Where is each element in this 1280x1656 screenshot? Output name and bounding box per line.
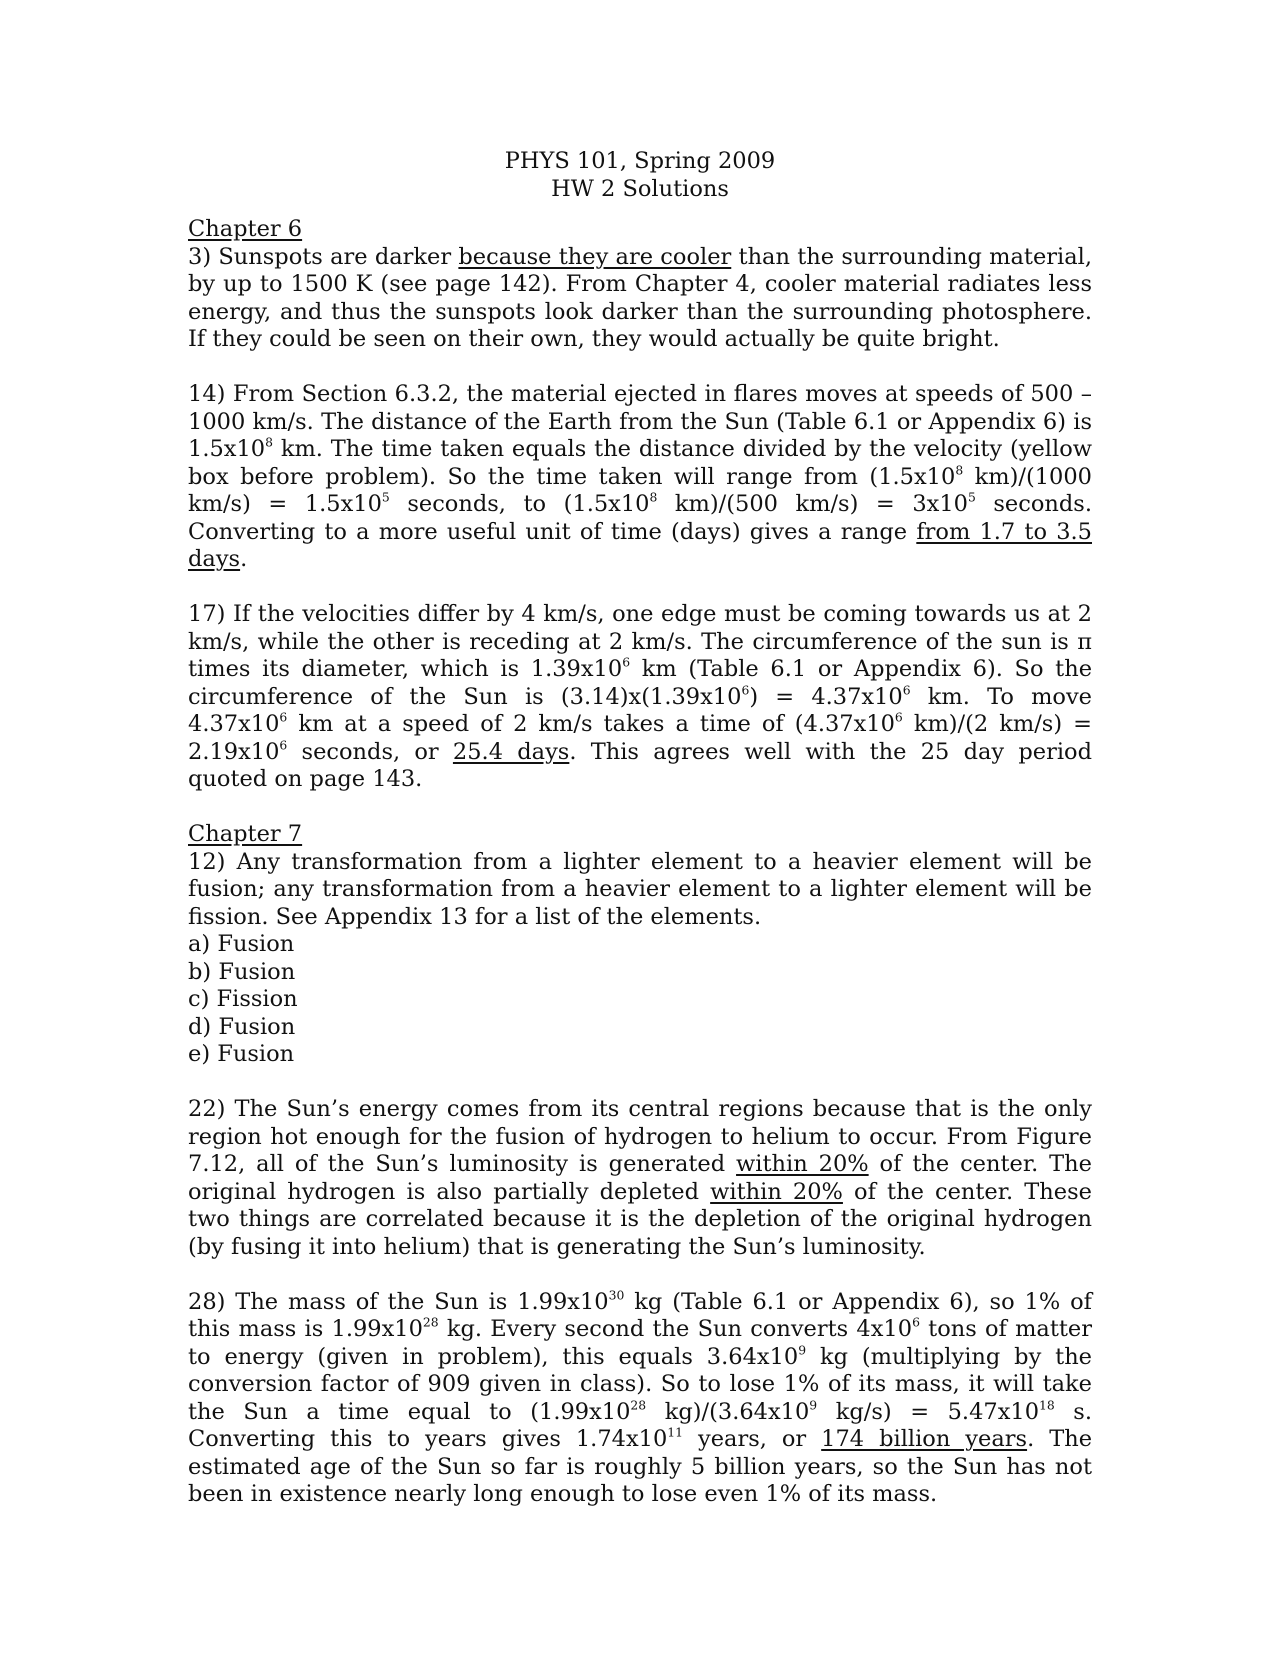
answer-3-key-phrase: because they are cooler [458, 243, 732, 270]
answer-12-item-b: b) Fusion [188, 958, 296, 985]
answer-17: 17) If the velocities differ by 4 km/s, one edge must be coming towards us at 2 km/s, while the other is receding at 2 km/s. The circumference of the sun is π times its diameter, which is $1.39x10^6$ km (Table 6.1 or Appendix 6). So the circumference of the Sun is $(3.14)x(1.39x10^6) = 4.37x10^6$ km. To move $4.37x10^6$ km at a speed of 2 km/s takes a time of ($4.37x10^6$ km)/(2 $km/s) = 2.19x10^6$ seconds, or 25.4 days. This agrees well with the 25 day period quoted on page 143. [188, 601, 1093, 792]
answer-14: 14) From Section 6.3.2, the material ejected in flares moves at speeds of 500 – 1000 km/s. The distance of the Earth from the Sun (Table 6.1 or Appendix 6) is $1.5x10^8$ km. The time taken equals the distance divided by the velocity (yellow box before problem). So the time taken will range from ($1.5x10^8$ km)/(1000 $km/s) = 1.5x10^5$ seconds, to ($1.5x10^8$ km)/(500 $km/s) = 3x10^5$ seconds. Converting to a more useful unit of time (days) gives a range from 1.7 to 3.5 days. [188, 381, 1092, 572]
course-title: PHYS 101, Spring 2009 [504, 148, 776, 174]
answer-22-key-phrase-1: within 20% [736, 1151, 869, 1177]
answer-12-item-e: e) Fusion [188, 1041, 295, 1067]
answer-22-key-phrase-2: within 20% [710, 1178, 843, 1205]
answer-12-item-c: c) Fission [188, 986, 298, 1012]
answer-14-result: from 1.7 to 3.5 days [188, 518, 1092, 572]
document-title: HW 2 Solutions [551, 175, 729, 202]
document-page [188, 148, 1092, 1509]
answer-12-item-a: a) Fusion [188, 931, 295, 957]
answer-17-result: 25.4 days [452, 738, 570, 765]
answer-12-item-d: d) Fusion [188, 1013, 296, 1040]
document-header [188, 148, 1092, 203]
answer-28-result: 174 billion years [821, 1426, 1028, 1452]
chapter-7-heading: Chapter 7 [188, 821, 303, 847]
answer-12: 12) Any transformation from a lighter element to a heavier element will be fusion; any transformation from a heavier element to a lighter element will be fission. See Appendix 13 for a list of the elements. [188, 848, 1092, 930]
answer-3: 3) Sunspots are darker because they are cooler than the surrounding material, by up to 1500 K (see page 142). From Chapter 4, cooler material radiates less energy, and thus the sunspots look darker than the surrounding photosphere. If they could be seen on their own, they would actually be quite bright. [188, 243, 1092, 352]
chapter-6-heading: Chapter 6 [188, 216, 303, 242]
answer-22: 22) The Sun’s energy comes from its central regions because that is the only region hot enough for the fusion of hydrogen to helium to occur. From Figure 7.12, all of the Sun’s luminosity is generated within 20% of the center. The original hydrogen is also partially depleted within 20% of the center. These two things are correlated because it is the depletion of the original hydrogen (by fusing it into helium) that is generating the Sun’s luminosity. [188, 1096, 1092, 1260]
answer-28: 28) The mass of the Sun is $1.99x10^{30}$ kg (Table 6.1 or Appendix 6), so 1% of this mass is $1.99x10^{28}$ kg. Every second the Sun converts $4x10^6$ tons of matter to energy (given in problem), this equals $3.64x10^9$ kg (multiplying by the conversion factor of 909 given in class). So to lose 1% of its mass, it will take the Sun a time equal to ($1.99x10^{28}$ $kg)/(3.64x10^9$ $kg/s) = 5.47x10^{18}$ s. Converting this to years gives $1.74x10^{11}$ years, or 174 billion years. The estimated age of the Sun so far is roughly 5 billion years, so the Sun has not been in existence nearly long enough to lose even 1% of its mass. [188, 1288, 1093, 1507]
